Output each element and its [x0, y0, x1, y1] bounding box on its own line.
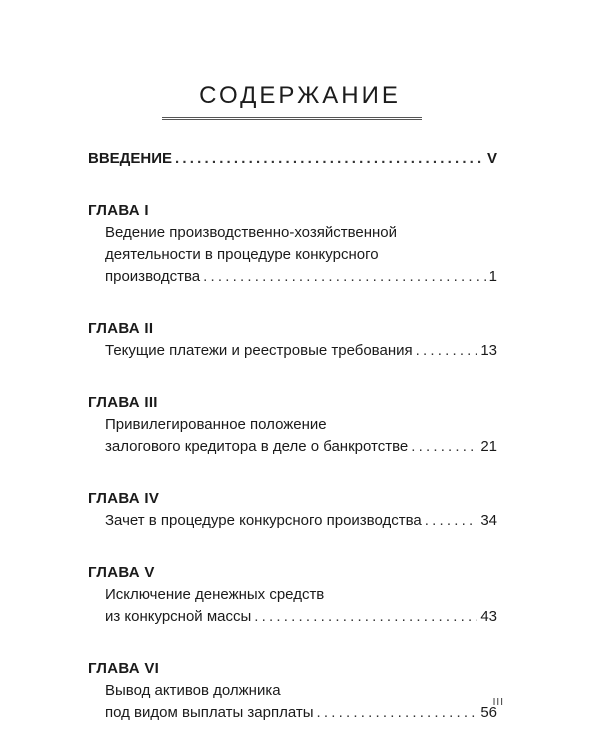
- page-number: III: [492, 697, 504, 708]
- toc-entry-label: ВВЕДЕНИЕ: [88, 150, 172, 167]
- chapter-title-line: производства: [105, 268, 201, 285]
- dot-leader: [411, 436, 477, 457]
- chapter-title-line: залогового кредитора в деле о банкротстве: [105, 438, 409, 455]
- toc-entry-introduction[interactable]: [88, 148, 497, 169]
- toc-entry-chapter-3[interactable]: [88, 392, 497, 457]
- chapter-heading: ГЛАВА V: [88, 564, 155, 581]
- title-underline: [162, 117, 422, 120]
- chapter-title-line: Ведение производственно-хозяйственной: [105, 224, 398, 241]
- table-of-contents: [88, 148, 497, 754]
- dot-leader: [317, 702, 478, 723]
- dot-leader: [425, 510, 478, 531]
- chapter-title-line: Текущие платежи и реестровые требования: [105, 342, 413, 359]
- chapter-heading: ГЛАВА IV: [88, 490, 160, 507]
- chapter-heading: ГЛАВА II: [88, 320, 154, 337]
- chapter-heading: ГЛАВА VI: [88, 660, 160, 677]
- toc-entry-chapter-2[interactable]: [88, 318, 497, 361]
- dot-leader: [416, 340, 478, 361]
- toc-page-number: 1: [488, 268, 497, 285]
- chapter-title-line: деятельности в процедуре конкурсного: [105, 246, 379, 263]
- toc-page-number: 21: [480, 438, 497, 455]
- toc-page-number: 13: [480, 342, 497, 359]
- chapter-title-line: Зачет в процедуре конкурсного производства: [105, 512, 422, 529]
- chapter-title-line: из конкурсной массы: [105, 608, 252, 625]
- dot-leader: [254, 606, 477, 627]
- toc-entry-chapter-4[interactable]: [88, 488, 497, 531]
- toc-page-number: 56: [480, 704, 497, 721]
- chapter-title-line: Вывод активов должника: [105, 682, 281, 699]
- toc-entry-chapter-1[interactable]: [88, 200, 497, 287]
- toc-page-number: 43: [480, 608, 497, 625]
- toc-entry-chapter-6[interactable]: [88, 658, 497, 723]
- page-title: СОДЕРЖАНИЕ: [199, 82, 401, 109]
- toc-page-number: 34: [480, 512, 497, 529]
- toc-entry-chapter-5[interactable]: [88, 562, 497, 627]
- chapter-title-line: под видом выплаты зарплаты: [105, 704, 314, 721]
- toc-page-number: V: [486, 150, 497, 167]
- chapter-heading: ГЛАВА III: [88, 394, 158, 411]
- dot-leader: [175, 148, 484, 169]
- chapter-heading: ГЛАВА I: [88, 202, 149, 219]
- dot-leader: [203, 266, 486, 287]
- chapter-title-line: Исключение денежных средств: [105, 586, 325, 603]
- chapter-title-line: Привилегированное положение: [105, 416, 327, 433]
